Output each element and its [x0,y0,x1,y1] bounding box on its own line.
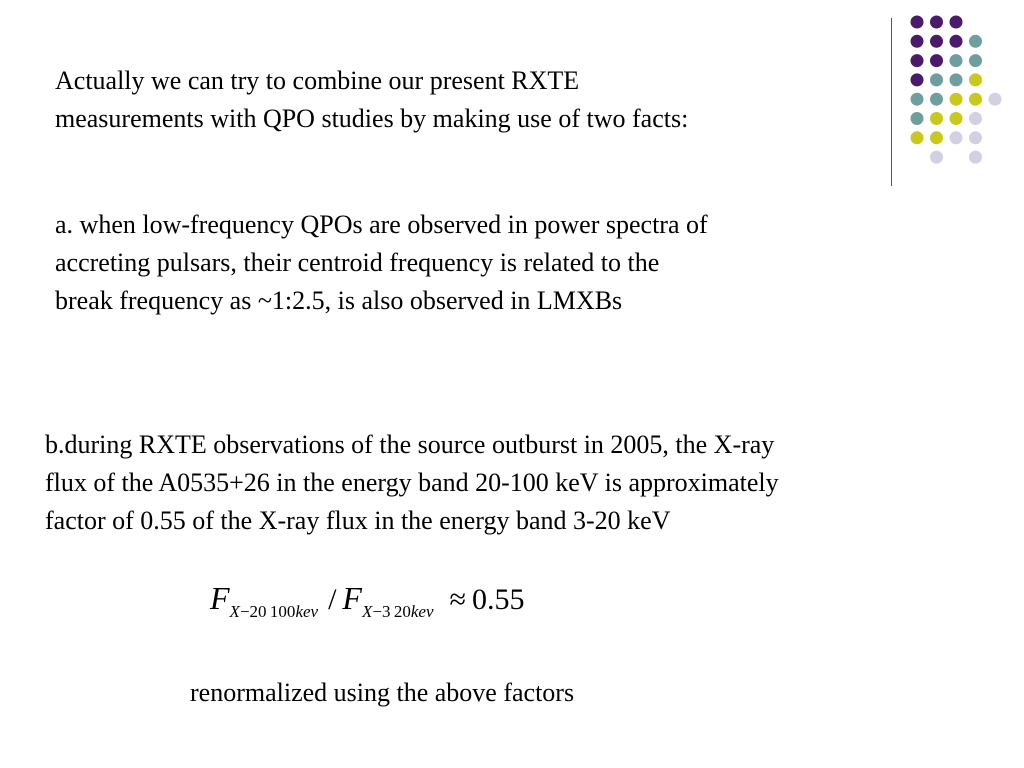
intro-line: measurements with QPO studies by making use of two facts: [55,104,689,133]
decorative-dot [969,73,982,86]
fact-a-line: break frequency as ~1:2.5, is also observed in LMXBs [55,286,623,315]
decorative-dot [911,93,924,106]
decorative-dot [969,93,982,106]
decorative-dot [950,73,963,86]
intro-paragraph [55,62,875,138]
decorative-dot [930,35,943,48]
decorative-dot [911,35,924,48]
decorative-dot-grid [900,10,1020,170]
decorative-dot [989,93,1002,106]
fact-b-paragraph [45,426,1020,540]
decorative-dot [911,54,924,67]
decorative-divider [891,18,892,186]
decorative-dot [969,35,982,48]
decorative-dot [911,131,924,144]
fact-a-line: a. when low-frequency QPOs are observed in power spectra of [55,210,708,239]
decorative-dot [950,16,963,29]
flux-ratio-formula [210,580,525,621]
decorative-dot [911,73,924,86]
fact-b-line: factor of 0.55 of the X-ray flux in the energy band 3-20 keV [45,506,671,535]
approx-symbol: ≈ [449,583,466,616]
flux-symbol: F [342,580,362,616]
decorative-dot [930,93,943,106]
decorative-dot [911,16,924,29]
decorative-dot [950,54,963,67]
fact-b-line: b.during RXTE observations of the source outburst in 2005, the X-ray [45,430,775,459]
decorative-dot [930,54,943,67]
decorative-dot [950,112,963,125]
fact-a-line: accreting pulsars, their centroid frequency is related to the [55,248,660,277]
decorative-dot [930,151,943,164]
decorative-dot [930,131,943,144]
formula-subscript-2: X−3 20kev [361,602,434,621]
fact-b-line: flux of the A0535+26 in the energy band 20-100 keV is approximately [45,468,779,497]
formula-subscript-1: X−20 100kev [229,602,319,621]
decorative-dot [969,54,982,67]
decorative-dot [969,112,982,125]
decorative-dot [969,131,982,144]
decorative-dot [930,73,943,86]
ratio-value: 0.55 [471,583,525,616]
decorative-dot [950,35,963,48]
intro-line: Actually we can try to combine our present RXTE [55,66,580,95]
decorative-dot [930,112,943,125]
flux-symbol: F [210,580,230,616]
decorative-dot [950,93,963,106]
decorative-dot [969,151,982,164]
fact-a-paragraph [55,206,935,320]
decorative-dot [930,16,943,29]
decorative-dot [911,112,924,125]
footer-text: renormalized using the above factors [190,678,575,707]
decorative-dot [950,131,963,144]
division-operator: / [328,583,337,616]
